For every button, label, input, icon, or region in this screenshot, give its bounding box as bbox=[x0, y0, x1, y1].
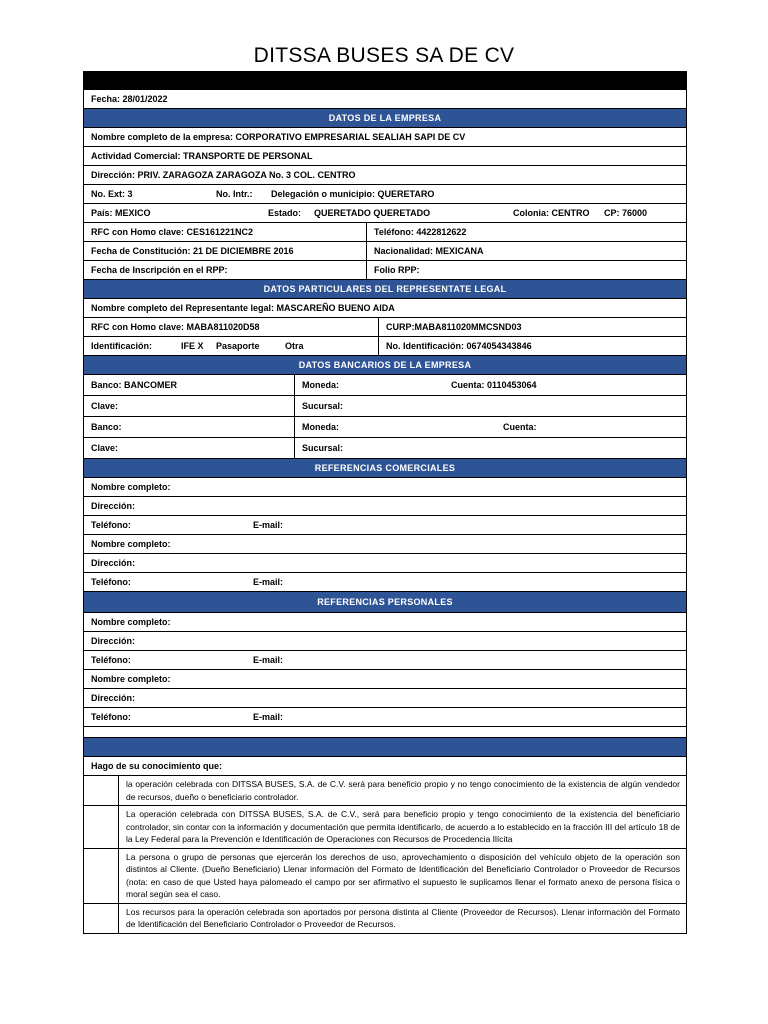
cp: CP: 76000 bbox=[604, 208, 648, 218]
email-label: E-mail: bbox=[253, 577, 284, 587]
rep-id-row bbox=[83, 337, 687, 356]
form bbox=[83, 71, 687, 934]
spacer-row bbox=[83, 727, 687, 738]
telefono-label: Teléfono: bbox=[91, 655, 131, 665]
actividad-field[interactable]: Actividad Comercial: TRANSPORTE DE PERSONAL bbox=[91, 151, 313, 161]
empresa-nombre-row bbox=[83, 128, 687, 147]
telefono-email-field[interactable] bbox=[84, 573, 686, 591]
header-bar bbox=[83, 71, 687, 90]
page-title: DITSSA BUSES SA DE CV bbox=[253, 44, 515, 67]
constitucion-field[interactable]: Fecha de Constitución: 21 DE DICIEMBRE 2016 bbox=[91, 246, 294, 256]
opcion-2-text: La operación celebrada con DITSSA BUSES, S.A. de C.V., será para beneficio propio y tengo conocimiento de la existencia del beneficiario controlador, sin contar con la información y documentación que permita identificarlo, de acuerdo a lo establecido en la fracción III del artículo 18 de la Ley Federal para la Prevención e Identificación de Operaciones con Recursos de Procedencia Ilícita bbox=[126, 809, 680, 844]
rep-identificacion-field[interactable] bbox=[84, 337, 378, 355]
telefono-label: Teléfono: bbox=[91, 577, 131, 587]
section-comerciales bbox=[83, 459, 687, 478]
declaracion-opcion-4 bbox=[83, 904, 687, 934]
nombre-field[interactable]: Nombre completo: bbox=[91, 674, 171, 684]
email-label: E-mail: bbox=[253, 712, 284, 722]
nacionalidad-field[interactable]: Nacionalidad: MEXICANA bbox=[366, 242, 686, 260]
direccion-row bbox=[83, 166, 687, 185]
inscripcion-field[interactable]: Fecha de Inscripción en el RPP: bbox=[91, 265, 228, 275]
telefono-field[interactable]: Teléfono: 4422812622 bbox=[366, 223, 686, 241]
banco-field[interactable]: Banco: bbox=[91, 422, 122, 432]
checkbox-opcion-4[interactable] bbox=[84, 904, 119, 933]
banco-row bbox=[83, 375, 687, 396]
no-int: No. Intr.: bbox=[216, 189, 253, 199]
delegacion: Delegación o municipio: QUERETARO bbox=[271, 189, 435, 199]
section-title: REFERENCIAS COMERCIALES bbox=[314, 463, 456, 473]
pasaporte-option[interactable]: Pasaporte bbox=[216, 341, 260, 351]
colonia: Colonia: CENTRO bbox=[513, 208, 590, 218]
banco-row bbox=[83, 438, 687, 459]
cuenta-field[interactable]: Cuenta: bbox=[503, 422, 537, 432]
rep-curp-field[interactable]: CURP:MABA811020MMCSND03 bbox=[378, 318, 686, 336]
checkbox-opcion-1[interactable] bbox=[84, 776, 119, 805]
telefono-label: Teléfono: bbox=[91, 712, 131, 722]
rfc-row bbox=[83, 223, 687, 242]
clave-field[interactable]: Clave: bbox=[91, 443, 119, 453]
fecha-row bbox=[83, 90, 687, 109]
ref-row bbox=[83, 478, 687, 497]
direccion-field[interactable]: Dirección: PRIV. ZARAGOZA ZARAGOZA No. 3 COL. CENTRO bbox=[91, 170, 356, 180]
nombre-field[interactable]: Nombre completo: bbox=[91, 482, 171, 492]
telefono-email-field[interactable] bbox=[84, 651, 686, 669]
declaracion-intro: Hago de su conocimiento que: bbox=[91, 761, 223, 771]
empresa-nombre-field[interactable]: Nombre completo de la empresa: CORPORATIVO EMPRESARIAL SEALIAH SAPI DE CV bbox=[91, 132, 466, 142]
pais: País: MEXICO bbox=[91, 208, 151, 218]
direccion-field[interactable]: Dirección: bbox=[91, 636, 136, 646]
numero-field[interactable] bbox=[84, 185, 686, 203]
banco-field[interactable]: Banco: BANCOMER bbox=[91, 380, 178, 390]
sucursal-field[interactable]: Sucursal: bbox=[294, 438, 686, 458]
ref-row bbox=[83, 535, 687, 554]
rep-no-id-field[interactable]: No. Identificación: 0674054343846 bbox=[378, 337, 686, 355]
blue-divider bbox=[83, 738, 687, 757]
otra-option[interactable]: Otra bbox=[285, 341, 304, 351]
folio-field[interactable]: Folio RPP: bbox=[366, 261, 686, 279]
opcion-1-text: la operación celebrada con DITSSA BUSES, S.A. de C.V. será para beneficio propio y no tengo conocimiento de la existencia de algún vendedor de recursos, dueño o beneficiario controlador. bbox=[126, 779, 680, 802]
declaracion-opcion-2 bbox=[83, 806, 687, 849]
checkbox-opcion-2[interactable] bbox=[84, 806, 119, 848]
ife-option[interactable]: IFE X bbox=[181, 341, 204, 351]
cuenta-field[interactable]: Cuenta: 0110453064 bbox=[451, 380, 537, 390]
nombre-field[interactable]: Nombre completo: bbox=[91, 539, 171, 549]
email-label: E-mail: bbox=[253, 520, 284, 530]
telefono-email-field[interactable] bbox=[84, 516, 686, 534]
ref-row bbox=[83, 632, 687, 651]
nombre-field[interactable]: Nombre completo: bbox=[91, 617, 171, 627]
opcion-4-text: Los recursos para la operación celebrada son aportados por persona distinta al Cliente (Proveedor de Recursos). Llenar información del Formato de Identificación del Beneficiario Controlador o Proveedor de Recursos. bbox=[126, 906, 680, 929]
rep-rfc-field[interactable]: RFC con Homo clave: MABA811020D58 bbox=[91, 322, 260, 332]
direccion-field[interactable]: Dirección: bbox=[91, 558, 136, 568]
section-title: DATOS PARTICULARES DEL REPRESENTATE LEGAL bbox=[263, 284, 507, 294]
constitucion-row bbox=[83, 242, 687, 261]
section-personales bbox=[83, 592, 687, 613]
section-bancarios bbox=[83, 356, 687, 375]
rep-nombre-field[interactable]: Nombre completo del Representante legal: MASCAREÑO BUENO AIDA bbox=[91, 303, 395, 313]
ref-row bbox=[83, 708, 687, 727]
rfc-field[interactable]: RFC con Homo clave: CES161221NC2 bbox=[91, 227, 254, 237]
moneda-field[interactable]: Moneda: bbox=[294, 375, 444, 395]
telefono-email-field[interactable] bbox=[84, 708, 686, 726]
sucursal-field[interactable]: Sucursal: bbox=[294, 396, 686, 416]
declaracion-intro-row bbox=[83, 757, 687, 776]
ref-row bbox=[83, 651, 687, 670]
section-title: REFERENCIAS PERSONALES bbox=[317, 597, 453, 607]
direccion-field[interactable]: Dirección: bbox=[91, 501, 136, 511]
estado-label: Estado: bbox=[268, 208, 302, 218]
identificacion-label: Identificación: bbox=[91, 341, 153, 351]
ref-row bbox=[83, 573, 687, 592]
estado: QUERETADO QUERETADO bbox=[314, 208, 431, 218]
actividad-row bbox=[83, 147, 687, 166]
section-representante bbox=[83, 280, 687, 299]
banco-row bbox=[83, 417, 687, 438]
section-title: DATOS DE LA EMPRESA bbox=[328, 113, 442, 123]
banco-row bbox=[83, 396, 687, 417]
numero-row bbox=[83, 185, 687, 204]
pais-field[interactable] bbox=[84, 204, 686, 222]
no-ext: No. Ext: 3 bbox=[91, 189, 133, 199]
ref-row bbox=[83, 670, 687, 689]
fecha-field[interactable]: Fecha: 28/01/2022 bbox=[91, 94, 168, 104]
ref-row bbox=[83, 497, 687, 516]
opcion-3-text: La persona o grupo de personas que ejercerán los derechos de uso, aprovechamiento o disposición del vehículo objeto de la operación son distintos al Cliente. (Dueño Beneficiario) Llenar información del Formato de Identificación del Beneficiario Controlador o Proveedor de Recursos (nota: en caso de que Usted haya palomeado el campo por ser afirmativo el supuesto le suplicamos llenar el formato anexo de persona física o moral según sea el caso. bbox=[126, 851, 680, 899]
inscripcion-row bbox=[83, 261, 687, 280]
declaracion-opcion-1 bbox=[83, 776, 687, 806]
clave-field[interactable]: Clave: bbox=[91, 401, 119, 411]
ref-row bbox=[83, 689, 687, 708]
ref-row bbox=[83, 516, 687, 535]
ref-row bbox=[83, 613, 687, 632]
rep-nombre-row bbox=[83, 299, 687, 318]
ref-row bbox=[83, 554, 687, 573]
section-empresa bbox=[83, 109, 687, 128]
telefono-label: Teléfono: bbox=[91, 520, 131, 530]
email-label: E-mail: bbox=[253, 655, 284, 665]
section-title: DATOS BANCARIOS DE LA EMPRESA bbox=[298, 360, 472, 370]
rep-rfc-row bbox=[83, 318, 687, 337]
pais-row bbox=[83, 204, 687, 223]
checkbox-opcion-3[interactable] bbox=[84, 849, 119, 903]
moneda-field[interactable]: Moneda: bbox=[294, 417, 496, 437]
declaracion-opcion-3 bbox=[83, 849, 687, 904]
direccion-field[interactable]: Dirección: bbox=[91, 693, 136, 703]
